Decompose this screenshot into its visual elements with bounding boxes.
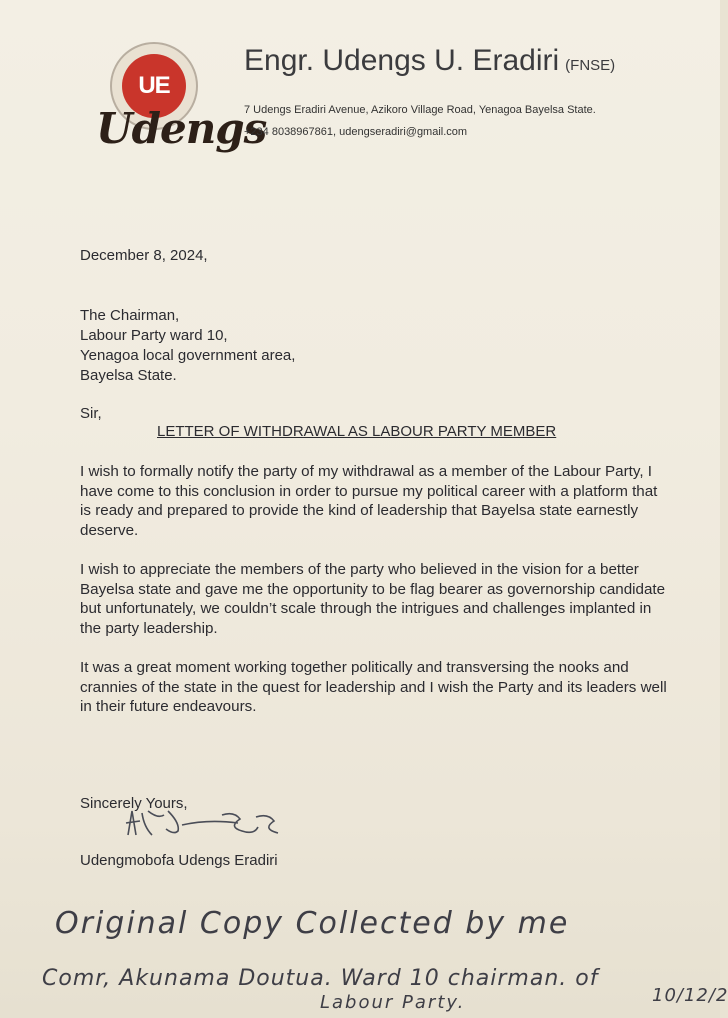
body-paragraph: It was a great moment working together politically and transversing the nooks and crannies of the state in the quest for leadership and I wish the Party and its leaders well in their future endeavours.	[80, 659, 667, 716]
recipient-line: Bayelsa State.	[80, 367, 177, 384]
body-paragraph: I wish to formally notify the party of my withdrawal as a member of the Labour Party, I have come to this conclusion in order to pursue my political career with a platform that is ready and prepared to provide the kind of leadership that Bayelsa state earnestly deserve.	[80, 463, 658, 539]
letter-subject: LETTER OF WITHDRAWAL AS LABOUR PARTY MEMBER	[157, 423, 557, 440]
handwritten-note-line: Comr, Akunama Doutua. Ward 10 chairman. of	[42, 966, 599, 991]
signatory-name: Udengmobofa Udengs Eradiri	[80, 852, 278, 869]
letterhead-address: 7 Udengs Eradiri Avenue, Azikoro Village Road, Yenagoa Bayelsa State.	[244, 104, 596, 116]
recipient-line: The Chairman,	[80, 307, 180, 324]
logo-initials: UE	[122, 54, 186, 118]
letterhead-name	[244, 44, 615, 78]
recipient-line: Yenagoa local government area,	[80, 347, 296, 364]
body-paragraph: I wish to appreciate the members of the party who believed in the vision for a better Bayelsa state and gave me the opportunity to be flag bearer as governorship candidate but unfortunately, we couldn’t scale through the intrigues and challenges implanted in the party leadership.	[80, 561, 666, 637]
closing: Sincerely Yours,	[80, 795, 188, 812]
letterhead-contact: +234 8038967861, udengseradiri@gmail.com	[244, 126, 468, 138]
handwritten-note-line: Labour Party.	[320, 992, 466, 1013]
handwritten-note-line: Original Copy Collected by me	[55, 906, 570, 941]
letterhead-name-suffix: (FNSE)	[565, 57, 616, 74]
letter-date: December 8, 2024,	[80, 247, 208, 264]
recipient-line: Labour Party ward 10,	[80, 327, 228, 344]
salutation: Sir,	[80, 405, 102, 422]
logo-wordmark: Udengs	[96, 104, 267, 153]
handwritten-note-date: 10/12/2	[652, 985, 728, 1006]
letterhead-name-text: Engr. Udengs U. Eradiri	[244, 44, 560, 77]
signature	[118, 805, 288, 845]
